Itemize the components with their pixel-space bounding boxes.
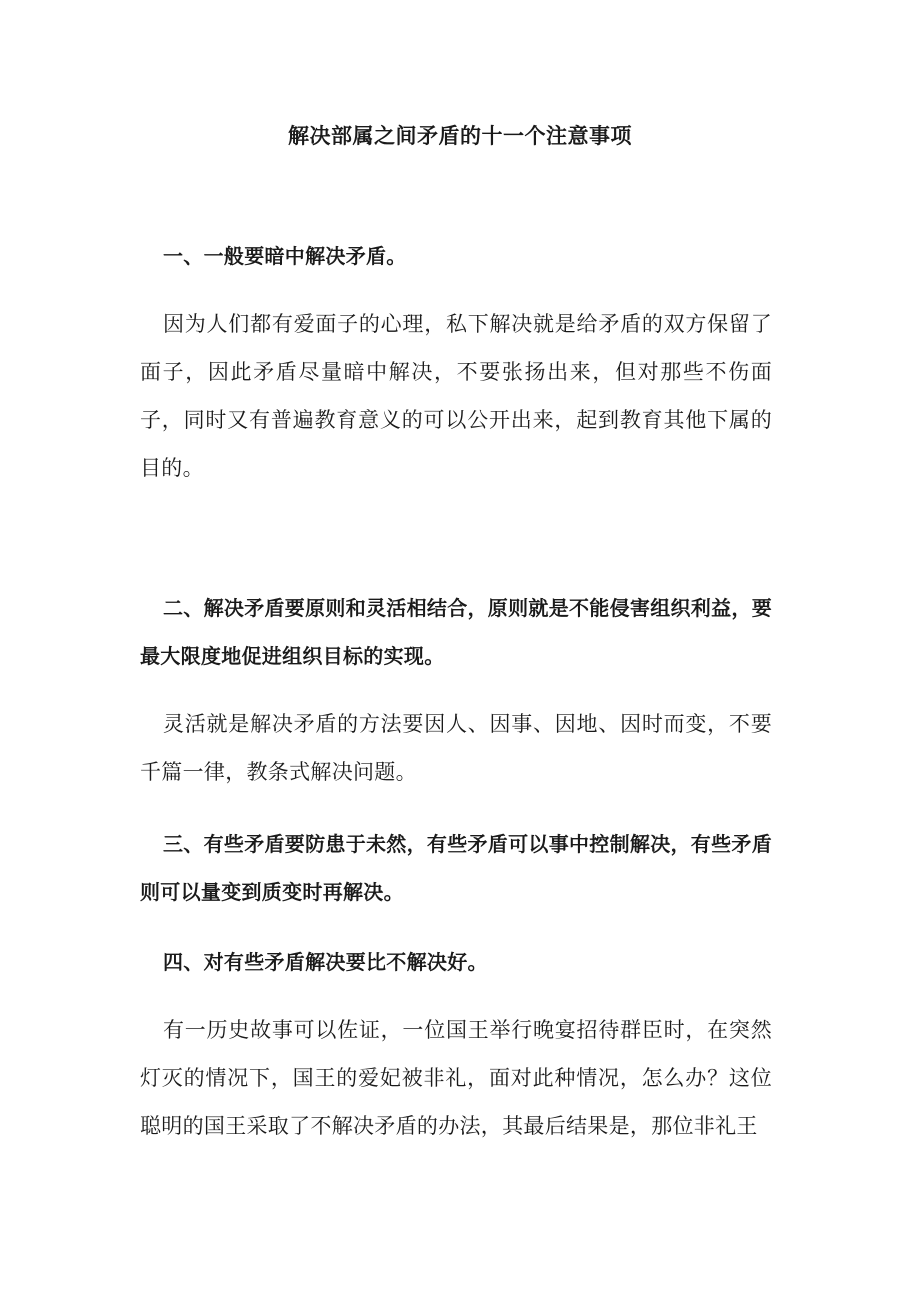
body-paragraph-1: 因为人们都有爱面子的心理，私下解决就是给矛盾的双方保留了面子，因此矛盾尽量暗中解决，不要张扬出来，但对那些不伤面子，同时又有普遍教育意义的可以公开出来，起到教育其他下属的目的。 — [140, 312, 772, 480]
document-title: 解决部属之间矛盾的十一个注意事项 — [288, 124, 632, 148]
section-heading-1: 一、一般要暗中解决矛盾。 — [163, 244, 407, 268]
section-heading-3: 三、有些矛盾要防患于未然，有些矛盾可以事中控制解决，有些矛盾则可以量变到质变时再解决。 — [140, 832, 772, 904]
body-paragraph-3: 有一历史故事可以佐证，一位国王举行晚宴招待群臣时，在突然灯灭的情况下，国王的爱妃被非礼，面对此种情况，怎么办？这位聪明的国王采取了不解决矛盾的办法，其最后结果是，那位非礼王 — [140, 1018, 772, 1138]
body-paragraph-2: 灵活就是解决矛盾的方法要因人、因事、因地、因时而变，不要千篇一律，教条式解决问题。 — [140, 712, 772, 784]
section-heading-2: 二、解决矛盾要原则和灵活相结合，原则就是不能侵害组织利益，要最大限度地促进组织目标的实现。 — [140, 596, 772, 668]
section-heading-4: 四、对有些矛盾解决要比不解决好。 — [163, 950, 488, 974]
